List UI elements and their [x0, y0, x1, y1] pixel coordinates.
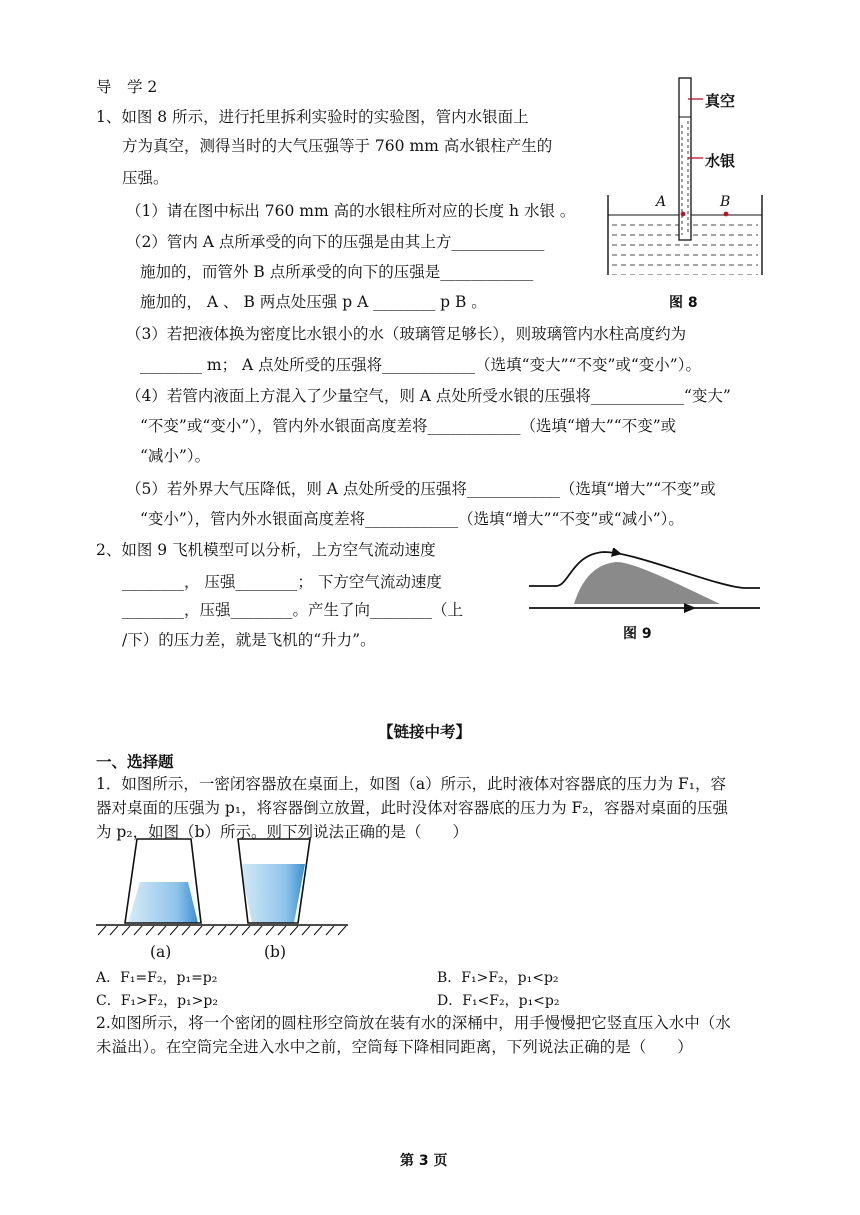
q1-sub-2b: 施加的，而管外 B 点所承受的向下的压强是____________	[140, 263, 534, 281]
q1-line-1: 1、如图 8 所示，进行托里拆利实验时的实验图，管内水银面上	[96, 108, 529, 126]
fig8-vacuum-label: 真空	[705, 92, 736, 110]
q1-sub-2a: （2）管内 A 点所承受的向下的压强是由其上方____________	[126, 233, 545, 251]
option-c: C．F₁>F₂，p₁>p₂	[96, 993, 218, 1009]
fig-label-b: (b)	[264, 943, 287, 961]
mc2-line-2: 未溢出）。在空筒完全进入水中之前，空筒每下降相同距离，下列说法正确的是（ ）	[96, 1038, 693, 1056]
section-heading: 导 学 2	[96, 78, 158, 96]
mc1-line-1: 1．如图所示，一密闭容器放在桌面上，如图（a）所示，此时液体对容器底的压力为 F₁，容	[96, 775, 727, 793]
q1-sub-1: （1）请在图中标出 760 mm 高的水银柱所对应的长度 h 水银 。	[126, 202, 576, 220]
q2-line-4: /下）的压力差，就是飞机的“升力”。	[122, 631, 376, 649]
q1-sub-4c: “减小”）。	[140, 447, 211, 465]
fig8-caption: 图 8	[669, 295, 698, 311]
q1-sub-2c: 施加的， A 、 B 两点处压强 p A ________ p B 。	[140, 293, 487, 311]
q1-sub-4b: “不变”或“变小”），管内外水银面高度差将____________（选填“增大”“不变”或	[140, 417, 677, 435]
q1-sub-5b: “变小”），管内外水银面高度差将____________（选填“增大”“不变”或“减小”）。	[140, 510, 684, 528]
q1-sub-4a: （4）若管内液面上方混入了少量空气，则 A 点处所受水银的压强将____________“变大”	[126, 387, 731, 405]
fig-label-a: (a)	[150, 943, 172, 961]
q1-line-2: 方为真空，测得当时的大气压强等于 760 mm 高水银柱产生的	[122, 137, 553, 155]
part-title: 一、选择题	[96, 753, 174, 771]
option-b: B．F₁>F₂，p₁<p₂	[437, 970, 559, 986]
fig9-caption: 图 9	[623, 626, 652, 642]
fig8-point-b: B	[720, 194, 731, 210]
q2-line-2: ________， 压强________； 下方空气流动速度	[122, 573, 442, 591]
q2-line-1: 2、如图 9 飞机模型可以分析，上方空气流动速度	[96, 541, 436, 559]
q1-sub-5a: （5）若外界大气压降低，则 A 点处所受的压强将____________（选填“增大”“不变”或	[126, 480, 716, 498]
figure-9-wing	[524, 548, 764, 618]
q1-sub-3b: ________ m； A 点处所受的压强将____________（选填“变大”“不变”或“变小”）。	[140, 356, 701, 374]
q1-sub-3a: （3）若把液体换为密度比水银小的水（玻璃管足够长），则玻璃管内水柱高度约为	[126, 325, 687, 343]
mc2-line-1: 2.如图所示，将一个密闭的圆柱形空筒放在装有水的深桶中，用手慢慢把它竖直压入水中（水	[96, 1014, 731, 1032]
fig8-mercury-label: 水银	[705, 152, 736, 170]
fig8-point-a: A	[656, 194, 667, 210]
page-number: 第 3 页	[400, 1153, 448, 1169]
option-d: D．F₁<F₂，p₁<p₂	[437, 993, 560, 1009]
figure-8-torricelli	[600, 75, 780, 275]
option-a: A．F₁=F₂，p₁=p₂	[96, 970, 218, 986]
q1-line-3: 压强。	[122, 169, 169, 187]
mc1-line-2: 器对桌面的压强为 p₁，将容器倒立放置，此时没体对容器底的压力为 F₂，容器对桌面的压强	[96, 799, 728, 817]
section-title: 【链接中考】	[378, 723, 472, 741]
q2-line-3: ________，压强________。产生了向________（上	[122, 601, 464, 619]
mc1-line-3: 为 p₂，如图（b）所示。则下列说法正确的是（ ）	[96, 823, 468, 841]
figure-containers	[92, 835, 352, 945]
